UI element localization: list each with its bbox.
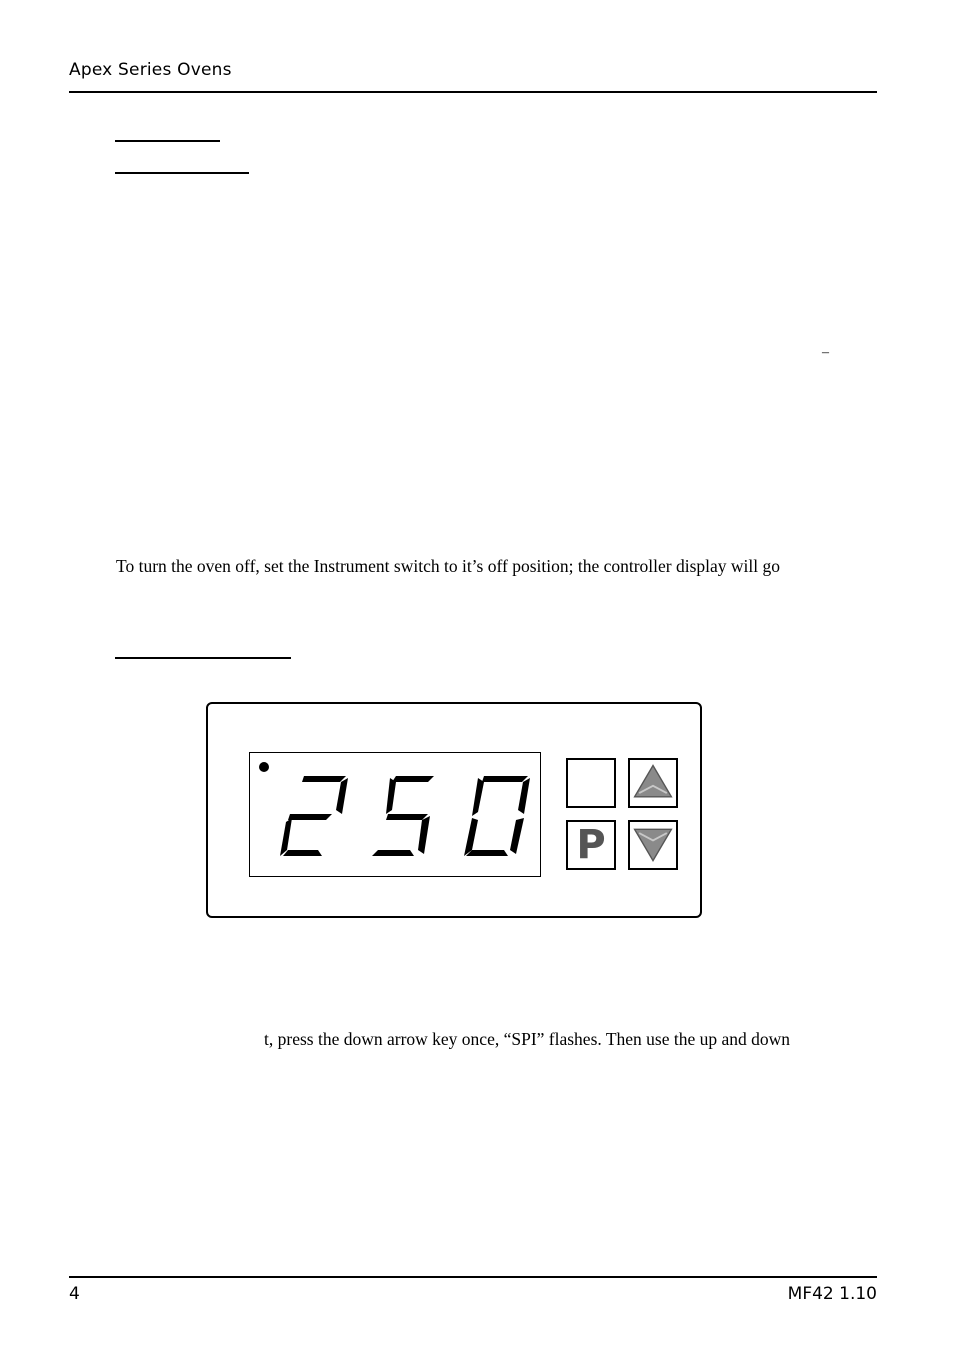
digit-0-seg-f — [472, 778, 484, 816]
digit-0-seg-c — [510, 818, 524, 854]
document-reference: MF42 1.10 — [787, 1284, 877, 1304]
down-arrow-icon — [630, 822, 676, 868]
heading-underline-2 — [115, 172, 249, 174]
digit-0-seg-b — [518, 778, 530, 814]
digit-2-seg-g — [288, 814, 332, 820]
digit-5-seg-f — [386, 778, 396, 814]
digit-0-seg-a — [482, 776, 528, 782]
footer-rule — [69, 1276, 877, 1278]
program-key[interactable] — [566, 820, 616, 870]
heading-underline-3 — [115, 657, 291, 659]
running-header-title: Apex Series Ovens — [69, 60, 232, 80]
heading-underline-1 — [115, 140, 220, 142]
up-arrow-icon — [630, 760, 676, 806]
digit-2-seg-d — [283, 850, 322, 856]
paragraph-turn-off: To turn the oven off, set the Instrument switch to it’s off position; the controller display will go — [116, 556, 781, 576]
up-arrow-key[interactable] — [628, 758, 678, 808]
digit-2-seg-b — [336, 778, 348, 814]
seven-segment-digits — [262, 770, 538, 862]
program-key-label: P — [576, 822, 606, 868]
digit-5-seg-d — [372, 850, 414, 856]
blank-key[interactable] — [566, 758, 616, 808]
seven-segment-readout — [262, 770, 538, 862]
digit-5-seg-c — [418, 816, 430, 854]
digit-5-seg-g — [386, 814, 428, 820]
header-rule — [69, 91, 877, 93]
digit-5-seg-a — [392, 776, 434, 782]
down-arrow-key[interactable] — [628, 820, 678, 870]
digit-2-seg-a — [302, 776, 346, 782]
digit-0-seg-d — [466, 850, 508, 856]
paragraph-setpoint: t, press the down arrow key once, “SPI” flashes. Then use the up and down — [264, 1029, 791, 1049]
stray-dash: – — [822, 345, 829, 360]
page-number: 4 — [69, 1284, 80, 1304]
